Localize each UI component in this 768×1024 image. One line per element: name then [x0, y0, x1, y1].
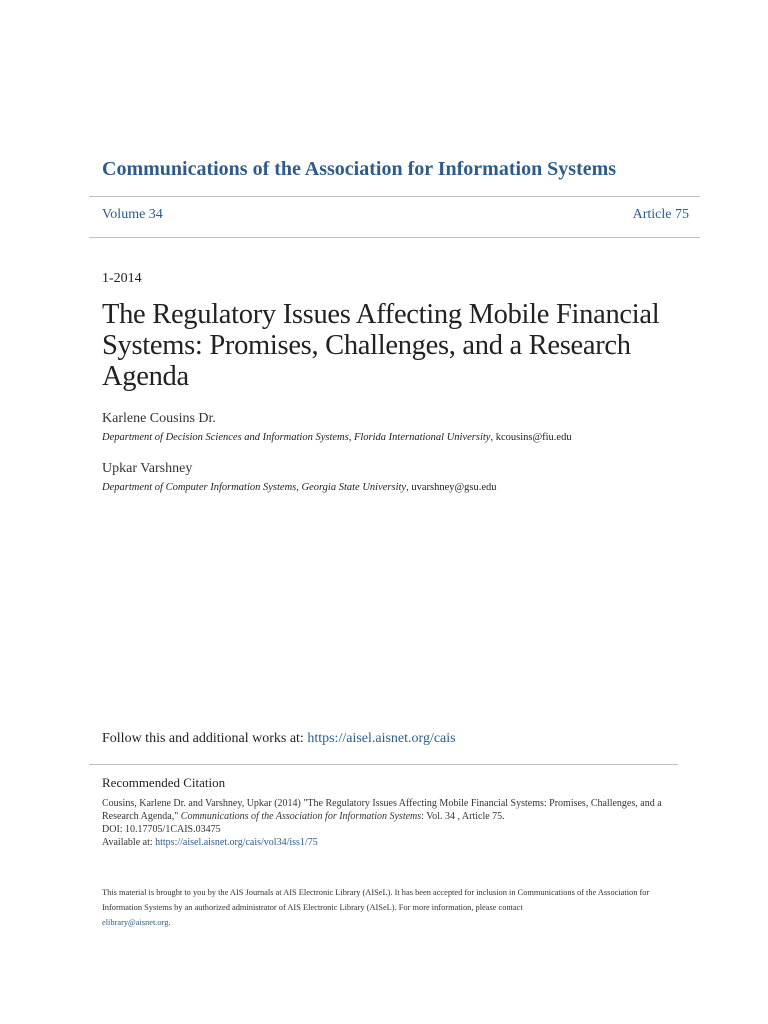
citation-block	[102, 797, 672, 849]
citation-doi: DOI: 10.17705/1CAIS.03475	[102, 824, 221, 835]
citation-text: Cousins, Karlene Dr. and Varshney, Upkar (2014) "The Regulatory Issues Affecting Mobile Financial Systems: Promises, Challenges, and a Research Agenda,"	[102, 798, 662, 822]
publication-date: 1-2014	[102, 271, 142, 286]
footer-text: This material is brought to you by the AIS Journals at AIS Electronic Library (AISeL). It has been accepted for inclusion in Communications of the Association for Information Systems by an authorized administrator of AIS Electronic Library (AISeL). For more information, please contact	[102, 888, 650, 912]
volume-link[interactable]: Volume 34	[102, 207, 163, 222]
author-affiliation-1: Department of Decision Sciences and Information Systems, Florida International University, kcousins@fiu.edu	[102, 432, 572, 443]
author-name-2: Upkar Varshney	[102, 461, 193, 476]
author-email-1: kcousins@fiu.edu	[495, 432, 572, 443]
affiliation-text-1: Department of Decision Sciences and Information Systems, Florida International University	[102, 432, 491, 443]
paper-title: The Regulatory Issues Affecting Mobile Financial Systems: Promises, Challenges, and a Research Agenda	[102, 299, 660, 392]
journal-title[interactable]: Communications of the Association for Information Systems	[102, 158, 617, 180]
citation-volume: : Vol. 34 , Article 75.	[421, 811, 505, 822]
divider-top	[89, 196, 700, 197]
follow-link[interactable]: https://aisel.aisnet.org/cais	[307, 731, 456, 746]
affiliation-text-2: Department of Computer Information Systems, Georgia State University	[102, 482, 407, 493]
footer-period: .	[168, 918, 171, 927]
available-label: Available at:	[102, 837, 153, 848]
recommended-citation-heading: Recommended Citation	[102, 775, 226, 790]
author-email-2: uvarshney@gsu.edu	[411, 482, 497, 493]
follow-label: Follow this and additional works at:	[102, 731, 304, 746]
footer-email-link[interactable]: elibrary@aisnet.org	[102, 918, 169, 927]
available-link[interactable]: https://aisel.aisnet.org/cais/vol34/iss1/75	[155, 837, 318, 848]
follow-line	[102, 731, 456, 747]
divider-bottom	[89, 237, 700, 238]
citation-journal: Communications of the Association for Information Systems	[180, 811, 422, 822]
author-name-1: Karlene Cousins Dr.	[102, 411, 216, 426]
footer-note	[102, 885, 662, 930]
divider-citation	[89, 764, 678, 765]
author-affiliation-2: Department of Computer Information Systems, Georgia State University, uvarshney@gsu.edu	[102, 482, 497, 493]
article-link[interactable]: Article 75	[632, 207, 689, 222]
